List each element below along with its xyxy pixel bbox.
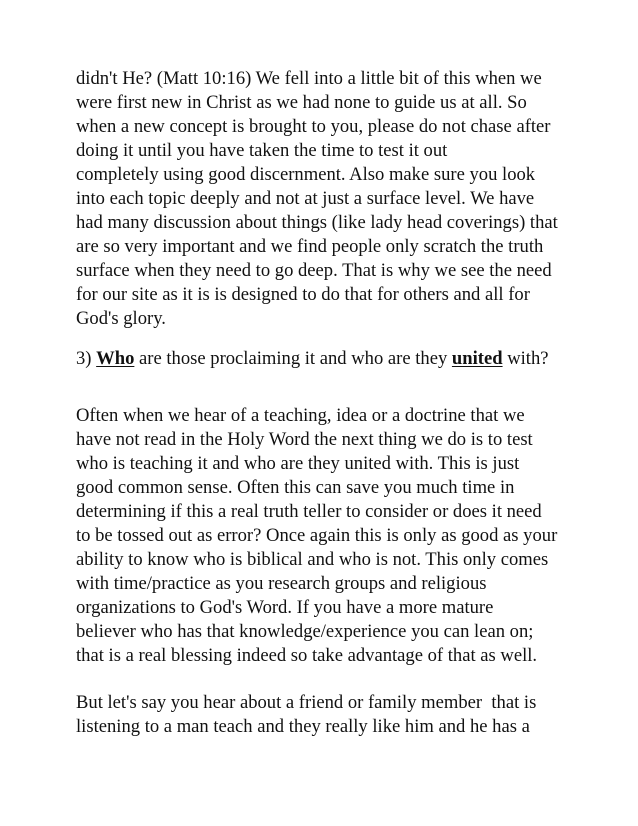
text-line: believer who has that knowledge/experience you can lean on; bbox=[76, 621, 534, 643]
paragraph-example bbox=[76, 691, 576, 739]
paragraph-continuation bbox=[76, 67, 576, 332]
heading-number: 3) bbox=[76, 348, 97, 369]
text-line: Often when we hear of a teaching, idea or a doctrine that we bbox=[76, 405, 525, 426]
paragraph-testing-teachers bbox=[76, 404, 576, 669]
text-line: when a new concept is brought to you, please do not chase after bbox=[76, 116, 551, 138]
text-line: were first new in Christ as we had none to guide us at all. So bbox=[76, 92, 527, 114]
text-line: organizations to God's Word. If you have a more mature bbox=[76, 597, 494, 619]
text-line: that is a real blessing indeed so take advantage of that as well. bbox=[76, 645, 538, 667]
heading-emphasis-who: Who bbox=[96, 348, 135, 369]
text-line: God's glory. bbox=[76, 308, 166, 330]
text-line: doing it until you have taken the time to test it out bbox=[76, 140, 448, 162]
heading-emphasis-united: united bbox=[451, 348, 503, 369]
heading-line bbox=[76, 347, 576, 371]
text-line: are so very important and we find people only scratch the truth bbox=[76, 236, 544, 258]
text-line: for our site as it is is designed to do that for others and all for bbox=[76, 284, 530, 306]
text-line: had many discussion about things (like lady head coverings) that bbox=[76, 212, 558, 234]
text-line: with time/practice as you research groups and religious bbox=[76, 573, 487, 595]
text-line: ability to know who is biblical and who is not. This only comes bbox=[76, 549, 549, 571]
text-line: good common sense. Often this can save you much time in bbox=[76, 477, 515, 499]
text-line: into each topic deeply and not at just a surface level. We have bbox=[76, 188, 535, 210]
text-line: have not read in the Holy Word the next thing we do is to test bbox=[76, 429, 533, 451]
text-line: to be tossed out as error? Once again this is only as good as your bbox=[76, 525, 558, 547]
text-line: But let's say you hear about a friend or family member that is bbox=[76, 692, 537, 713]
text-line: completely using good discernment. Also make sure you look bbox=[76, 164, 536, 186]
text-line: who is teaching it and who are they united with. This is just bbox=[76, 453, 520, 475]
text-line: listening to a man teach and they really like him and he has a bbox=[76, 716, 530, 738]
heading-text: are those proclaiming it and who are they bbox=[134, 348, 452, 369]
text-line: determining if this a real truth teller to consider or does it need bbox=[76, 501, 542, 523]
heading-text-end: with? bbox=[502, 348, 549, 369]
text-line: didn't He? (Matt 10:16) We fell into a little bit of this when we bbox=[76, 68, 542, 89]
section-heading-3 bbox=[76, 347, 576, 371]
text-line: surface when they need to go deep. That is why we see the need bbox=[76, 260, 552, 282]
